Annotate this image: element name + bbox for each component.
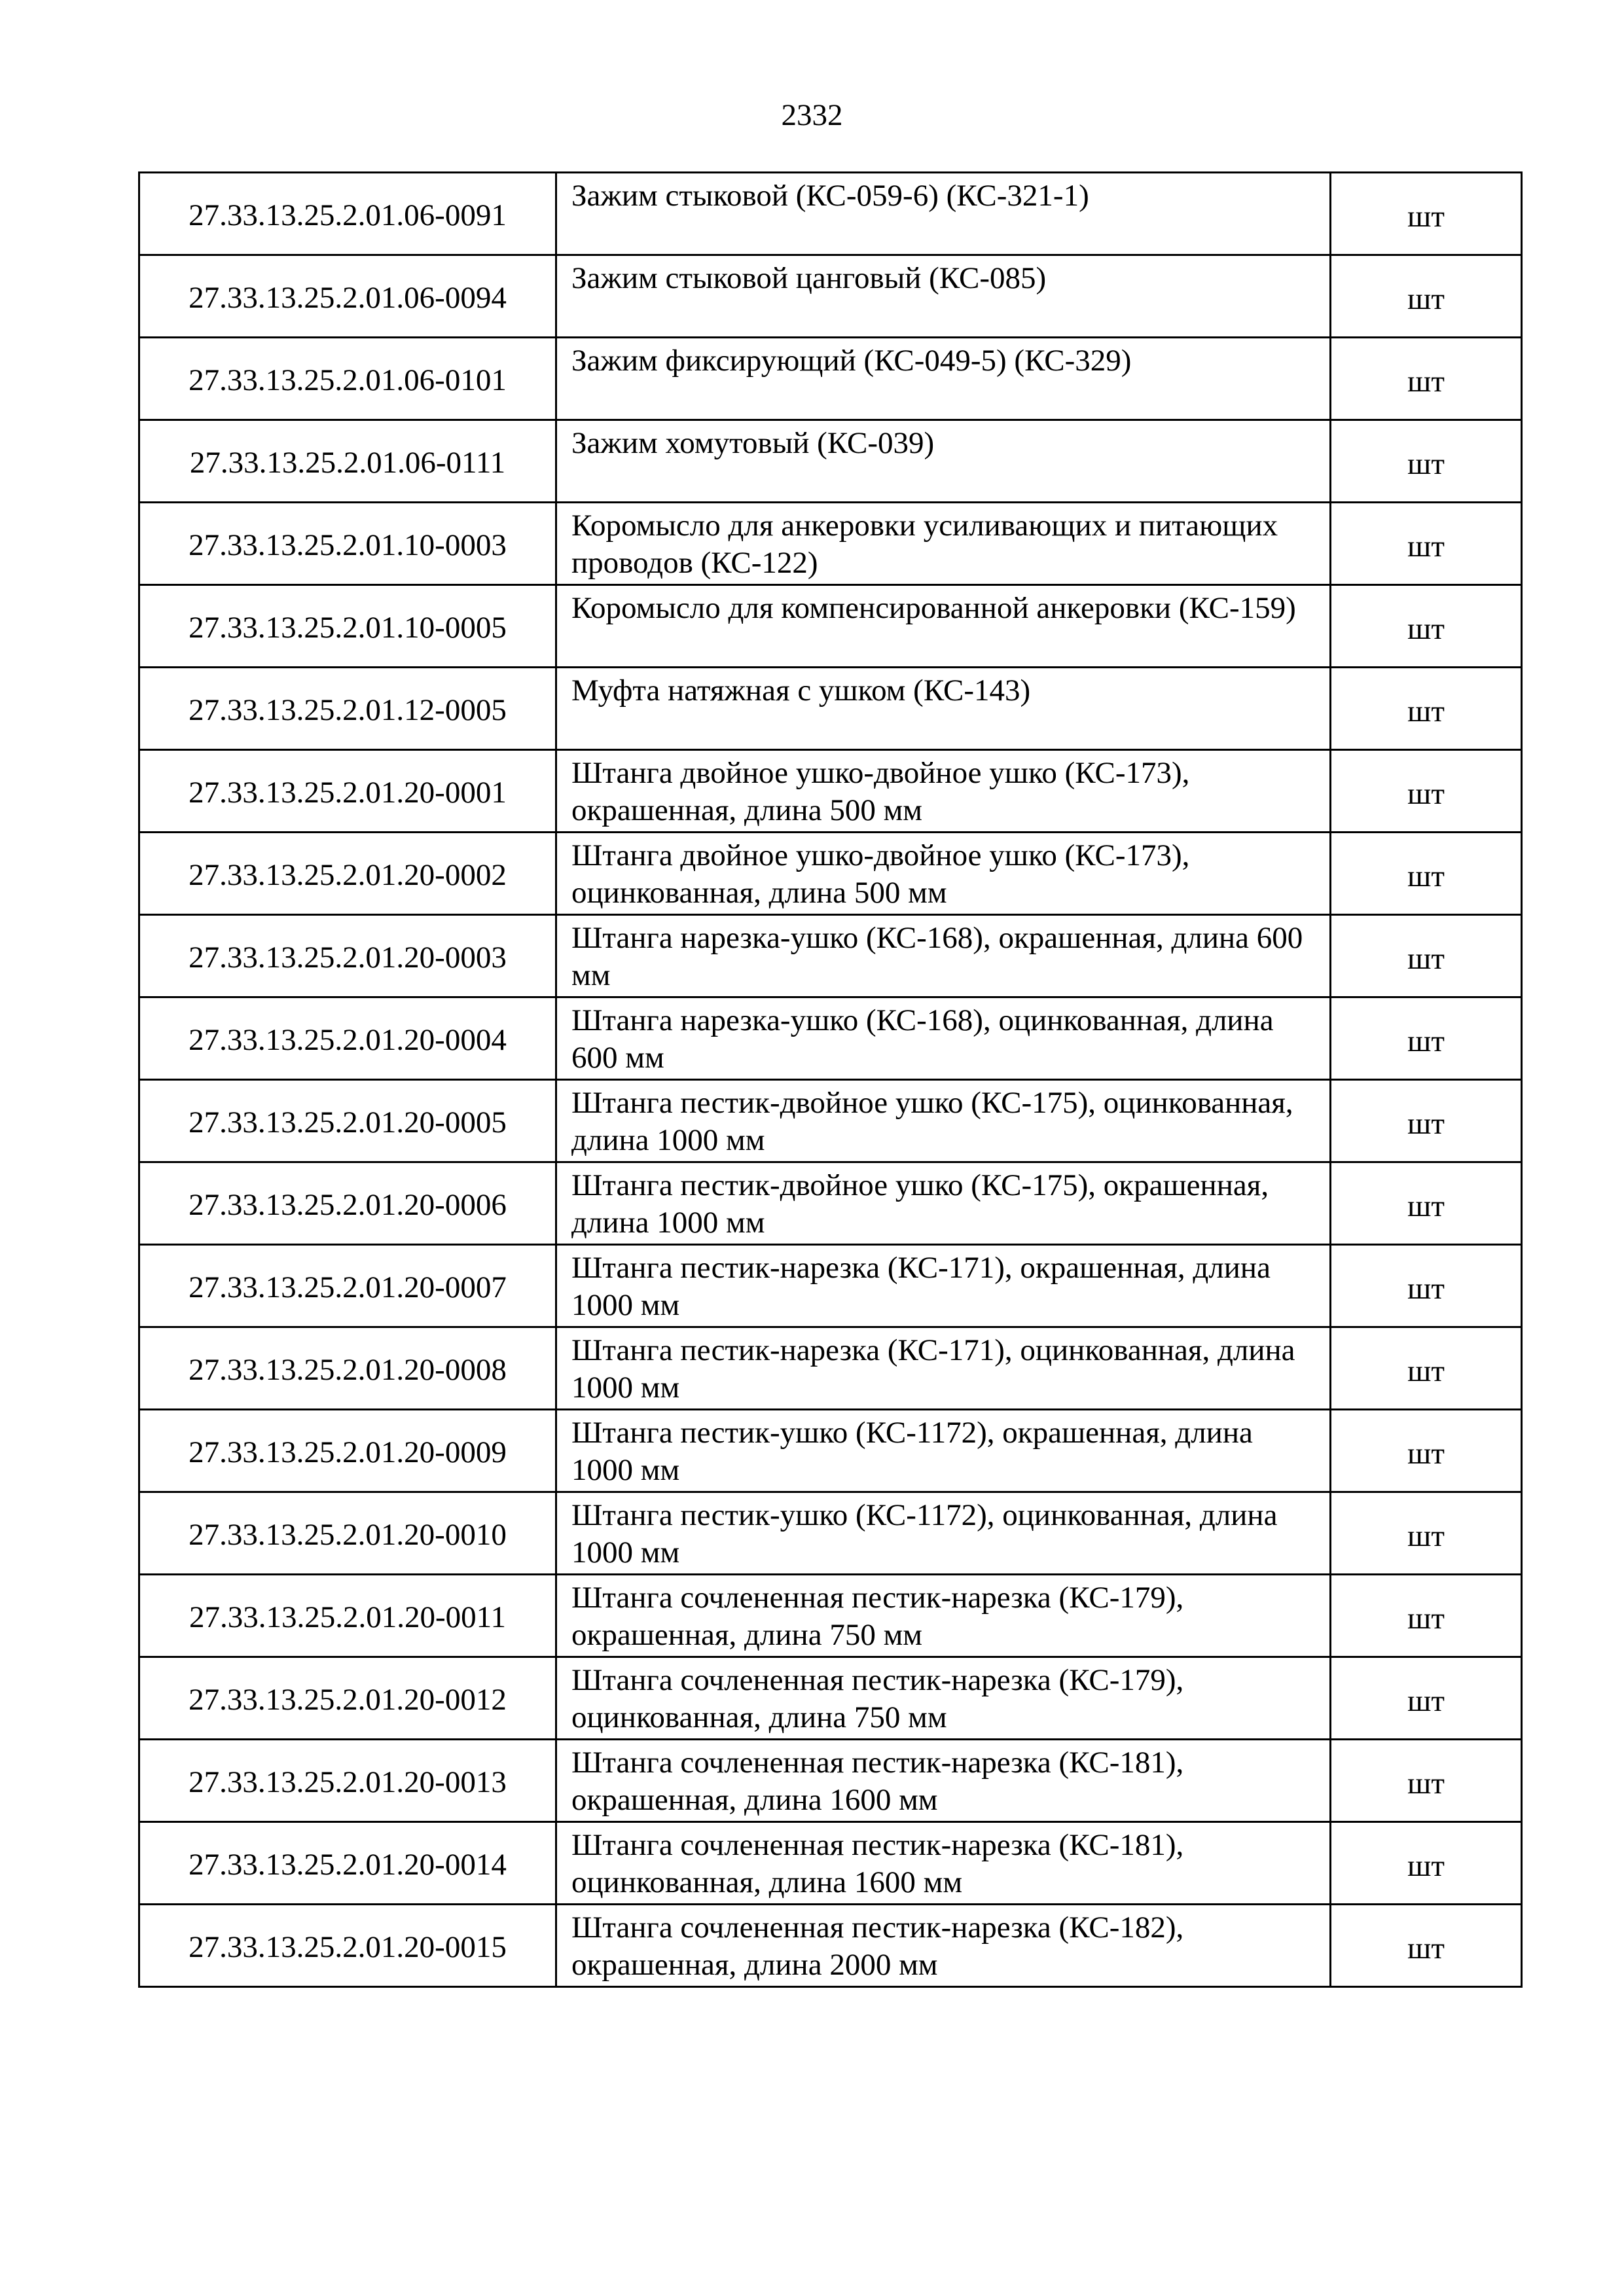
resource-name: Штанга сочлененная пестик-нарезка (КС-179), оцинкованная, длина 750 мм xyxy=(556,1657,1331,1740)
resource-unit: шт xyxy=(1331,1492,1522,1575)
resource-code: 27.33.13.25.2.01.20-0012 xyxy=(139,1657,556,1740)
resource-code: 27.33.13.25.2.01.20-0007 xyxy=(139,1245,556,1327)
resource-name: Штанга сочлененная пестик-нарезка (КС-182), окрашенная, длина 2000 мм xyxy=(556,1905,1331,1987)
resource-unit: шт xyxy=(1331,255,1522,338)
resource-unit: шт xyxy=(1331,1657,1522,1740)
table-row xyxy=(139,1162,1522,1245)
resource-unit: шт xyxy=(1331,1410,1522,1492)
table-row xyxy=(139,1657,1522,1740)
resource-unit: шт xyxy=(1331,1080,1522,1162)
resource-code: 27.33.13.25.2.01.20-0014 xyxy=(139,1822,556,1905)
resource-unit: шт xyxy=(1331,1822,1522,1905)
resource-table-container xyxy=(138,171,1521,1988)
resource-name: Штанга пестик-нарезка (КС-171), оцинкованная, длина 1000 мм xyxy=(556,1327,1331,1410)
resource-code: 27.33.13.25.2.01.20-0008 xyxy=(139,1327,556,1410)
table-row xyxy=(139,420,1522,503)
resource-code: 27.33.13.25.2.01.20-0004 xyxy=(139,997,556,1080)
resource-code: 27.33.13.25.2.01.06-0091 xyxy=(139,173,556,255)
table-row xyxy=(139,1410,1522,1492)
resource-name: Коромысло для анкеровки усиливающих и питающих проводов (КС-122) xyxy=(556,503,1331,585)
resource-table xyxy=(138,171,1523,1988)
resource-name: Штанга сочлененная пестик-нарезка (КС-181), окрашенная, длина 1600 мм xyxy=(556,1740,1331,1822)
table-row xyxy=(139,997,1522,1080)
table-row xyxy=(139,585,1522,668)
resource-unit: шт xyxy=(1331,1162,1522,1245)
resource-unit: шт xyxy=(1331,1245,1522,1327)
resource-name: Зажим стыковой (КС-059-6) (КС-321-1) xyxy=(556,173,1331,255)
resource-name: Штанга пестик-ушко (КС-1172), окрашенная, длина 1000 мм xyxy=(556,1410,1331,1492)
resource-table-body xyxy=(139,173,1522,1987)
resource-name: Штанга нарезка-ушко (КС-168), оцинкованная, длина 600 мм xyxy=(556,997,1331,1080)
resource-code: 27.33.13.25.2.01.20-0009 xyxy=(139,1410,556,1492)
resource-unit: шт xyxy=(1331,1740,1522,1822)
resource-name: Штанга сочлененная пестик-нарезка (КС-179), окрашенная, длина 750 мм xyxy=(556,1575,1331,1657)
resource-name: Штанга пестик-ушко (КС-1172), оцинкованная, длина 1000 мм xyxy=(556,1492,1331,1575)
table-row xyxy=(139,833,1522,915)
resource-code: 27.33.13.25.2.01.12-0005 xyxy=(139,668,556,750)
resource-unit: шт xyxy=(1331,915,1522,997)
resource-code: 27.33.13.25.2.01.20-0013 xyxy=(139,1740,556,1822)
resource-code: 27.33.13.25.2.01.20-0010 xyxy=(139,1492,556,1575)
table-row xyxy=(139,1080,1522,1162)
table-row xyxy=(139,668,1522,750)
table-row xyxy=(139,1822,1522,1905)
resource-name: Муфта натяжная с ушком (КС-143) xyxy=(556,668,1331,750)
table-row xyxy=(139,1905,1522,1987)
table-row xyxy=(139,1740,1522,1822)
resource-name: Зажим фиксирующий (КС-049-5) (КС-329) xyxy=(556,338,1331,420)
table-row xyxy=(139,750,1522,833)
resource-unit: шт xyxy=(1331,338,1522,420)
resource-name: Штанга пестик-нарезка (КС-171), окрашенная, длина 1000 мм xyxy=(556,1245,1331,1327)
resource-unit: шт xyxy=(1331,1327,1522,1410)
resource-unit: шт xyxy=(1331,173,1522,255)
page-number: 2332 xyxy=(781,98,843,132)
resource-unit: шт xyxy=(1331,503,1522,585)
resource-name: Штанга сочлененная пестик-нарезка (КС-181), оцинкованная, длина 1600 мм xyxy=(556,1822,1331,1905)
resource-unit: шт xyxy=(1331,1575,1522,1657)
resource-name: Штанга пестик-двойное ушко (КС-175), оцинкованная, длина 1000 мм xyxy=(556,1080,1331,1162)
resource-name: Зажим хомутовый (КС-039) xyxy=(556,420,1331,503)
resource-code: 27.33.13.25.2.01.20-0015 xyxy=(139,1905,556,1987)
resource-code: 27.33.13.25.2.01.20-0001 xyxy=(139,750,556,833)
resource-code: 27.33.13.25.2.01.06-0094 xyxy=(139,255,556,338)
resource-name: Штанга пестик-двойное ушко (КС-175), окрашенная, длина 1000 мм xyxy=(556,1162,1331,1245)
table-row xyxy=(139,503,1522,585)
resource-unit: шт xyxy=(1331,750,1522,833)
resource-code: 27.33.13.25.2.01.10-0005 xyxy=(139,585,556,668)
resource-unit: шт xyxy=(1331,833,1522,915)
resource-name: Штанга двойное ушко-двойное ушко (КС-173), оцинкованная, длина 500 мм xyxy=(556,833,1331,915)
resource-unit: шт xyxy=(1331,997,1522,1080)
resource-code: 27.33.13.25.2.01.06-0111 xyxy=(139,420,556,503)
resource-name: Штанга двойное ушко-двойное ушко (КС-173), окрашенная, длина 500 мм xyxy=(556,750,1331,833)
resource-code: 27.33.13.25.2.01.20-0002 xyxy=(139,833,556,915)
resource-unit: шт xyxy=(1331,1905,1522,1987)
resource-unit: шт xyxy=(1331,668,1522,750)
resource-name: Зажим стыковой цанговый (КС-085) xyxy=(556,255,1331,338)
resource-code: 27.33.13.25.2.01.20-0011 xyxy=(139,1575,556,1657)
resource-code: 27.33.13.25.2.01.20-0003 xyxy=(139,915,556,997)
resource-name: Штанга нарезка-ушко (КС-168), окрашенная, длина 600 мм xyxy=(556,915,1331,997)
resource-name: Коромысло для компенсированной анкеровки (КС-159) xyxy=(556,585,1331,668)
resource-unit: шт xyxy=(1331,585,1522,668)
resource-unit: шт xyxy=(1331,420,1522,503)
table-row xyxy=(139,173,1522,255)
table-row xyxy=(139,915,1522,997)
table-row xyxy=(139,1492,1522,1575)
table-row xyxy=(139,255,1522,338)
resource-code: 27.33.13.25.2.01.10-0003 xyxy=(139,503,556,585)
table-row xyxy=(139,338,1522,420)
table-row xyxy=(139,1327,1522,1410)
resource-code: 27.33.13.25.2.01.06-0101 xyxy=(139,338,556,420)
resource-code: 27.33.13.25.2.01.20-0006 xyxy=(139,1162,556,1245)
table-row xyxy=(139,1245,1522,1327)
table-row xyxy=(139,1575,1522,1657)
resource-code: 27.33.13.25.2.01.20-0005 xyxy=(139,1080,556,1162)
